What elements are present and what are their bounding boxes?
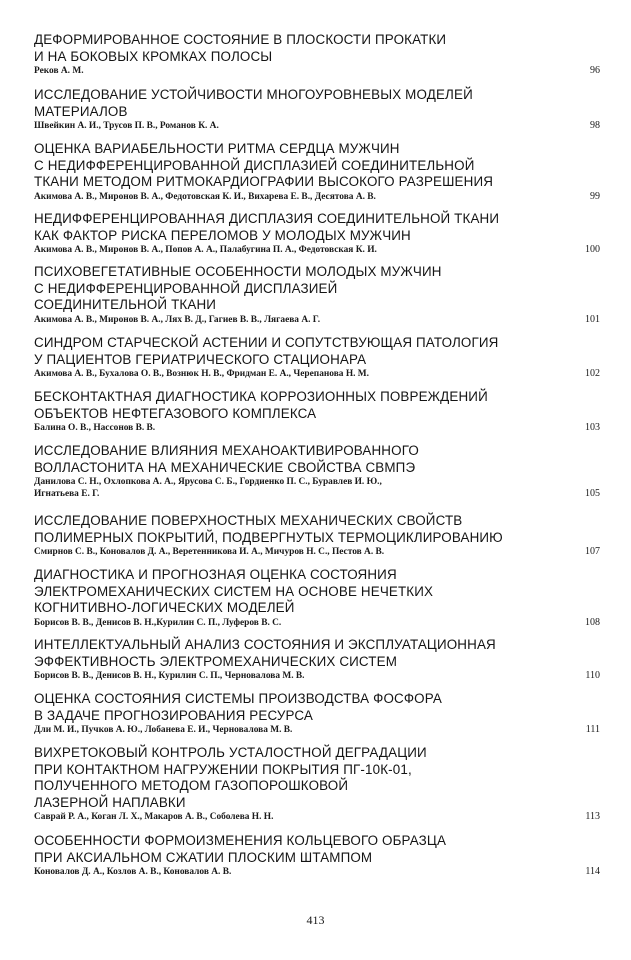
title-line: КОГНИТИВНО-ЛОГИЧЕСКИХ МОДЕЛЕЙ bbox=[34, 600, 295, 615]
toc-entry bbox=[34, 87, 600, 132]
title-line: СИНДРОМ СТАРЧЕСКОЙ АСТЕНИИ И СОПУТСТВУЮЩАЯ ПАТОЛОГИЯ bbox=[34, 335, 499, 350]
title-line: ОЦЕНКА СОСТОЯНИЯ СИСТЕМЫ ПРОИЗВОДСТВА ФОСФОРА bbox=[34, 691, 442, 706]
authors-line: Борисов В. В., Денисов В. Н., Курилин С. П., Черновалова М. В. bbox=[34, 671, 305, 681]
entry-page-number: 113 bbox=[585, 811, 600, 822]
entry-page-number: 108 bbox=[585, 616, 600, 628]
entry-page-number: 110 bbox=[585, 670, 600, 681]
entry-title bbox=[34, 745, 600, 811]
entry-authors bbox=[34, 191, 600, 203]
entry-title bbox=[34, 211, 600, 244]
title-line: ИНТЕЛЛЕКТУАЛЬНЫЙ АНАЛИЗ СОСТОЯНИЯ И ЭКСПЛУАТАЦИОННАЯ bbox=[34, 637, 496, 652]
entry-page-number: 114 bbox=[585, 866, 600, 877]
title-line: ИССЛЕДОВАНИЕ ПОВЕРХНОСТНЫХ МЕХАНИЧЕСКИХ СВОЙСТВ bbox=[34, 513, 463, 528]
entry-title bbox=[34, 513, 600, 546]
entry-authors bbox=[34, 368, 600, 380]
entry-authors bbox=[34, 724, 600, 736]
toc-entry bbox=[34, 443, 600, 500]
entry-title bbox=[34, 691, 600, 724]
authors-line: Акимова А. В., Миронов В. А., Попов А. А., Палабугина П. А., Федотовская К. И. bbox=[34, 245, 377, 255]
title-line: ОСОБЕННОСТИ ФОРМОИЗМЕНЕНИЯ КОЛЬЦЕВОГО ОБРАЗЦА bbox=[34, 833, 447, 848]
title-line: В ЗАДАЧЕ ПРОГНОЗИРОВАНИЯ РЕСУРСА bbox=[34, 707, 314, 723]
title-line: ЛАЗЕРНОЙ НАПЛАВКИ bbox=[34, 794, 186, 810]
title-line: ОЦЕНКА ВАРИАБЕЛЬНОСТИ РИТМА СЕРДЦА МУЖЧИН bbox=[34, 141, 400, 156]
entry-page-number: 101 bbox=[585, 313, 600, 325]
entry-authors bbox=[34, 617, 600, 629]
authors-line: Акимова А. В., Миронов В. А., Лях В. Д., Гагиев В. В., Лягаева А. Г. bbox=[34, 314, 321, 325]
entry-title bbox=[34, 833, 600, 866]
entry-page-number: 96 bbox=[590, 65, 600, 76]
title-line: МАТЕРИАЛОВ bbox=[34, 103, 128, 119]
toc-entry bbox=[34, 745, 600, 823]
title-line: ИССЛЕДОВАНИЕ УСТОЙЧИВОСТИ МНОГОУРОВНЕВЫХ МОДЕЛЕЙ bbox=[34, 87, 473, 102]
entry-authors bbox=[34, 811, 600, 823]
entry-page-number: 100 bbox=[585, 244, 600, 255]
authors-line: Данилова С. Н., Охлопкова А. А., Ярусова С. Б., Гордиенко П. С., Буравлев И. Ю., bbox=[34, 477, 382, 487]
toc-entry bbox=[34, 32, 600, 77]
entry-title bbox=[34, 264, 600, 314]
entry-page-number: 99 bbox=[590, 190, 600, 202]
page-footer-number: 413 bbox=[306, 913, 325, 927]
authors-line: Борисов В. В., Денисов В. Н.,Курилин С. П., Луферов В. С. bbox=[34, 617, 282, 628]
entry-page-number: 107 bbox=[585, 546, 600, 557]
title-line: ВОЛЛАСТОНИТА НА МЕХАНИЧЕСКИЕ СВОЙСТВА СВМПЭ bbox=[34, 459, 416, 475]
title-line: С НЕДИФФЕРЕНЦИРОВАННОЙ ДИСПЛАЗИЕЙ СОЕДИНИТЕЛЬНОЙ bbox=[34, 157, 475, 173]
entry-title bbox=[34, 443, 600, 476]
title-line: И НА БОКОВЫХ КРОМКАХ ПОЛОСЫ bbox=[34, 48, 273, 64]
title-line: БЕСКОНТАКТНАЯ ДИАГНОСТИКА КОРРОЗИОННЫХ ПОВРЕЖДЕНИЙ bbox=[34, 389, 488, 404]
authors-line: Дли М. И., Пучков А. Ю., Лобанева Е. И., Черновалова М. В. bbox=[34, 725, 293, 735]
title-line: ЭЛЕКТРОМЕХАНИЧЕСКИХ СИСТЕМ НА ОСНОВЕ НЕЧЕТКИХ bbox=[34, 583, 434, 599]
toc-entry bbox=[34, 141, 600, 203]
title-line: ИССЛЕДОВАНИЕ ВЛИЯНИЯ МЕХАНОАКТИВИРОВАННОГО bbox=[34, 443, 419, 458]
entry-title bbox=[34, 637, 600, 670]
title-line: ПСИХОВЕГЕТАТИВНЫЕ ОСОБЕННОСТИ МОЛОДЫХ МУЖЧИН bbox=[34, 264, 442, 279]
authors-line: Коновалов Д. А., Козлов А. В., Коновалов А. В. bbox=[34, 867, 232, 877]
authors-line: Балина О. В., Нассонов В. В. bbox=[34, 423, 156, 433]
entry-page-number: 105 bbox=[585, 488, 600, 499]
entry-authors bbox=[34, 422, 600, 434]
entry-authors bbox=[34, 546, 600, 558]
title-line: ПОЛИМЕРНЫХ ПОКРЫТИЙ, ПОДВЕРГНУТЫХ ТЕРМОЦИКЛИРОВАНИЮ bbox=[34, 529, 503, 545]
title-line: ЭФФЕКТИВНОСТЬ ЭЛЕКТРОМЕХАНИЧЕСКИХ СИСТЕМ bbox=[34, 653, 398, 669]
entry-title bbox=[34, 335, 600, 368]
entry-page-number: 111 bbox=[585, 724, 600, 735]
toc-entry bbox=[34, 211, 600, 256]
entry-authors bbox=[34, 476, 600, 500]
title-line: ПОЛУЧЕННОГО МЕТОДОМ ГАЗОПОРОШКОВОЙ bbox=[34, 778, 349, 793]
entry-authors bbox=[34, 866, 600, 878]
title-line: ПРИ КОНТАКТНОМ НАГРУЖЕНИИ ПОКРЫТИЯ ПГ-10К-01, bbox=[34, 761, 412, 777]
title-line: КАК ФАКТОР РИСКА ПЕРЕЛОМОВ У МОЛОДЫХ МУЖЧИН bbox=[34, 227, 411, 243]
title-line: СОЕДИНИТЕЛЬНОЙ ТКАНИ bbox=[34, 297, 217, 312]
authors-line: Игнатьева Е. Г. bbox=[34, 489, 100, 499]
entry-page-number: 103 bbox=[585, 422, 600, 433]
authors-line: Смирнов С. В., Коновалов Д. А., Веретенникова И. А., Мичуров Н. С., Пестов А. В. bbox=[34, 547, 385, 557]
title-line: У ПАЦИЕНТОВ ГЕРИАТРИЧЕСКОГО СТАЦИОНАРА bbox=[34, 351, 367, 367]
authors-line: Реков А. М. bbox=[34, 66, 84, 76]
authors-line: Акимова А. В., Бухалова О. В., Вознюк Н. В., Фридман Е. А., Черепанова Н. М. bbox=[34, 369, 369, 379]
toc-entry bbox=[34, 335, 600, 380]
entry-title bbox=[34, 32, 600, 65]
toc-entry bbox=[34, 513, 600, 558]
entry-authors bbox=[34, 65, 600, 77]
title-line: ДЕФОРМИРОВАННОЕ СОСТОЯНИЕ В ПЛОСКОСТИ ПРОКАТКИ bbox=[34, 32, 447, 47]
title-line: НЕДИФФЕРЕНЦИРОВАННАЯ ДИСПЛАЗИЯ СОЕДИНИТЕЛЬНОЙ ТКАНИ bbox=[34, 211, 500, 226]
entry-title bbox=[34, 389, 600, 422]
entry-title bbox=[34, 87, 600, 120]
entry-authors bbox=[34, 314, 600, 326]
toc-entry bbox=[34, 833, 600, 878]
toc-entry bbox=[34, 567, 600, 629]
toc-entry bbox=[34, 389, 600, 434]
entry-page-number: 98 bbox=[590, 120, 600, 131]
authors-line: Акимова А. В., Миронов В. А., Федотовская К. И., Вихарева Е. В., Десятова А. В. bbox=[34, 191, 376, 202]
title-line: С НЕДИФФЕРЕНЦИРОВАННОЙ ДИСПЛАЗИЕЙ bbox=[34, 280, 338, 296]
title-line: ПРИ АКСИАЛЬНОМ СЖАТИИ ПЛОСКИМ ШТАМПОМ bbox=[34, 849, 373, 865]
entry-authors bbox=[34, 670, 600, 682]
entry-authors bbox=[34, 120, 600, 132]
entry-title bbox=[34, 567, 600, 617]
authors-line: Швейкин А. И., Трусов П. В., Романов К. А. bbox=[34, 121, 219, 131]
entry-title bbox=[34, 141, 600, 191]
toc-entry bbox=[34, 637, 600, 682]
title-line: ВИХРЕТОКОВЫЙ КОНТРОЛЬ УСТАЛОСТНОЙ ДЕГРАДАЦИИ bbox=[34, 745, 427, 760]
toc-entry bbox=[34, 264, 600, 326]
authors-line: Саврай Р. А., Коган Л. Х., Макаров А. В., Соболева Н. Н. bbox=[34, 812, 274, 822]
title-line: ДИАГНОСТИКА И ПРОГНОЗНАЯ ОЦЕНКА СОСТОЯНИЯ bbox=[34, 567, 397, 582]
title-line: ОБЪЕКТОВ НЕФТЕГАЗОВОГО КОМПЛЕКСА bbox=[34, 405, 317, 421]
toc-entry bbox=[34, 691, 600, 736]
entry-page-number: 102 bbox=[585, 368, 600, 379]
entry-authors bbox=[34, 244, 600, 256]
title-line: ТКАНИ МЕТОДОМ РИТМОКАРДИОГРАФИИ ВЫСОКОГО РАЗРЕШЕНИЯ bbox=[34, 174, 494, 189]
